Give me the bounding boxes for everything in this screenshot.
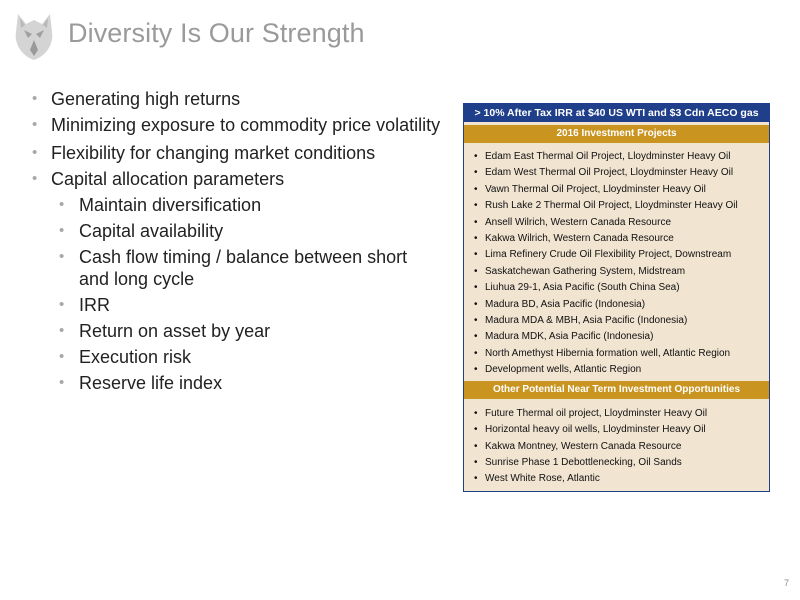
list-item (474, 247, 769, 263)
bullet-dot-icon: • (474, 424, 478, 436)
bullet-dot-icon: • (59, 374, 65, 391)
list-item-text: Saskatchewan Gathering System, Midstream (485, 265, 686, 277)
bullet-dot-icon: • (474, 200, 478, 212)
list-item (474, 297, 769, 313)
bullet-dot-icon: • (59, 296, 65, 313)
investment-projects-panel (463, 103, 770, 492)
sub-bullet-item (59, 320, 452, 342)
bullet-text: Generating high returns (51, 89, 241, 109)
bullet-dot-icon: • (474, 183, 478, 195)
panel-irr-header: > 10% After Tax IRR at $40 US WTI and $3 Cdn AECO gas (464, 104, 769, 122)
list-item (474, 406, 769, 422)
bullet-dot-icon: • (474, 473, 478, 485)
bullet-dot-icon: • (474, 407, 478, 419)
sub-bullet-item (59, 220, 452, 242)
list-item-text: Liuhua 29-1, Asia Pacific (South China Sea) (485, 282, 680, 294)
list-item-text: West White Rose, Atlantic (485, 473, 600, 485)
list-item-text: Ansell Wilrich, Western Canada Resource (485, 216, 672, 228)
list-item (474, 215, 769, 231)
panel-section-header-other: Other Potential Near Term Investment Opportunities (464, 381, 769, 399)
sub-bullet-item (59, 194, 452, 216)
investment-projects-list (464, 143, 769, 379)
list-item (474, 198, 769, 214)
bullet-item (32, 88, 452, 110)
sub-bullet-item (59, 294, 452, 316)
list-item (474, 455, 769, 471)
bullet-dot-icon: • (59, 322, 65, 339)
bullet-dot-icon: • (32, 116, 38, 133)
other-opportunities-list (464, 399, 769, 488)
husky-logo-icon (10, 10, 58, 62)
bullet-dot-icon: • (59, 348, 65, 365)
list-item (474, 280, 769, 296)
list-item (474, 422, 769, 438)
bullet-list (32, 88, 452, 398)
bullet-text: Execution risk (79, 347, 192, 367)
list-item (474, 439, 769, 455)
bullet-dot-icon: • (474, 298, 478, 310)
list-item-text: Sunrise Phase 1 Debottlenecking, Oil Sands (485, 456, 682, 468)
bullet-text: IRR (79, 295, 110, 315)
slide-title: Diversity Is Our Strength (68, 18, 365, 48)
list-item-text: Development wells, Atlantic Region (485, 364, 642, 376)
list-item-text: Madura MDA & MBH, Asia Pacific (Indonesia) (485, 315, 688, 327)
bullet-dot-icon: • (32, 90, 38, 107)
bullet-dot-icon: • (474, 249, 478, 261)
bullet-dot-icon: • (474, 347, 478, 359)
bullet-text: Flexibility for changing market conditions (51, 143, 376, 163)
list-item (474, 165, 769, 181)
list-item-text: Edam West Thermal Oil Project, Lloydminster Heavy Oil (485, 167, 734, 179)
bullet-item (32, 114, 452, 136)
bullet-dot-icon: • (59, 196, 65, 213)
sub-bullet-item (59, 346, 452, 368)
bullet-dot-icon: • (32, 170, 38, 187)
bullet-dot-icon: • (474, 331, 478, 343)
bullet-text: Capital availability (79, 221, 224, 241)
bullet-text: Minimizing exposure to commodity price volatility (51, 115, 441, 135)
bullet-dot-icon: • (474, 315, 478, 327)
bullet-text: Maintain diversification (79, 195, 262, 215)
list-item-text: Future Thermal oil project, Lloydminster Heavy Oil (485, 407, 708, 419)
list-item-text: Madura BD, Asia Pacific (Indonesia) (485, 298, 646, 310)
list-item-text: Horizontal heavy oil wells, Lloydminster Heavy Oil (485, 424, 706, 436)
list-item-text: Kakwa Wilrich, Western Canada Resource (485, 233, 674, 245)
list-item-text: Vawn Thermal Oil Project, Lloydminster Heavy Oil (485, 183, 706, 195)
panel-section-header-2016: 2016 Investment Projects (464, 125, 769, 143)
bullet-text: Cash flow timing / balance between short and long cycle (79, 247, 408, 289)
list-item-text: Rush Lake 2 Thermal Oil Project, Lloydminster Heavy Oil (485, 200, 738, 212)
bullet-dot-icon: • (59, 222, 65, 239)
sub-bullet-item (59, 372, 452, 394)
list-item (474, 264, 769, 280)
bullet-dot-icon: • (474, 282, 478, 294)
bullet-dot-icon: • (474, 216, 478, 228)
list-item (474, 362, 769, 378)
bullet-item (32, 168, 452, 190)
bullet-dot-icon: • (474, 456, 478, 468)
bullet-text: Reserve life index (79, 373, 223, 393)
bullet-text: Capital allocation parameters (51, 169, 285, 189)
bullet-dot-icon: • (474, 233, 478, 245)
list-item (474, 346, 769, 362)
bullet-dot-icon: • (59, 248, 65, 265)
list-item (474, 313, 769, 329)
bullet-item (32, 142, 452, 164)
list-item (474, 149, 769, 165)
bullet-text: Return on asset by year (79, 321, 271, 341)
list-item-text: Edam East Thermal Oil Project, Lloydminster Heavy Oil (485, 151, 731, 162)
list-item (474, 471, 769, 487)
bullet-dot-icon: • (32, 144, 38, 161)
list-item (474, 329, 769, 345)
list-item-text: Kakwa Montney, Western Canada Resource (485, 440, 682, 452)
list-item (474, 182, 769, 198)
bullet-dot-icon: • (474, 440, 478, 452)
sub-bullet-item (59, 246, 409, 290)
list-item-text: Madura MDK, Asia Pacific (Indonesia) (485, 331, 654, 343)
bullet-dot-icon: • (474, 364, 478, 376)
bullet-dot-icon: • (474, 151, 478, 162)
page-number: 7 (783, 578, 789, 588)
list-item-text: North Amethyst Hibernia formation well, Atlantic Region (485, 347, 731, 359)
list-item-text: Lima Refinery Crude Oil Flexibility Project, Downstream (485, 249, 732, 261)
bullet-dot-icon: • (474, 167, 478, 179)
bullet-dot-icon: • (474, 265, 478, 277)
list-item (474, 231, 769, 247)
